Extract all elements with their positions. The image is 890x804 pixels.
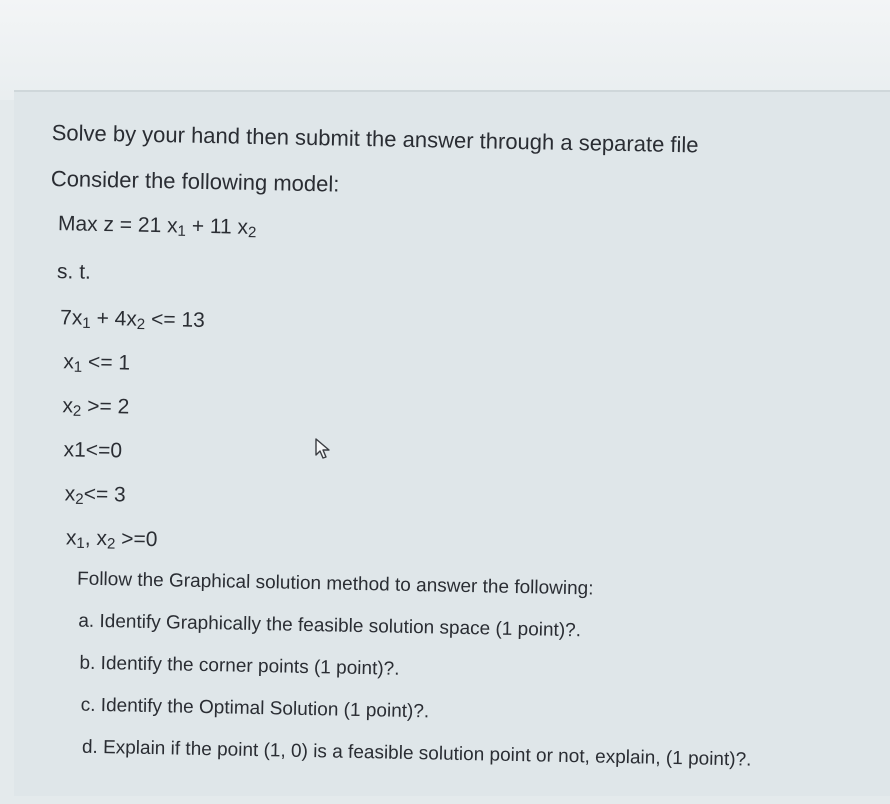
constraint-5: $x_2<= 3$	[64, 482, 126, 508]
mouse-pointer-icon	[314, 438, 332, 460]
subject-to-label: s. t.	[56, 260, 92, 284]
intro-text: Consider the following model:	[50, 165, 340, 197]
constraint-6: $x_1$, $x_2 >=0$	[65, 526, 158, 553]
instruction-text: Solve by your hand then submit the answer through a separate file	[51, 119, 699, 158]
task-b: b. Identify the corner points (1 point)?.	[79, 652, 400, 680]
constraint-3: $x_2 >= 2$	[62, 394, 130, 420]
constraint-1: $7x_1 + 4x_2 <= 13$	[59, 306, 206, 334]
task-d: d. Explain if the point (1, 0) is a feasible solution point or not, explain, (1 point)?.	[81, 736, 752, 771]
task-c: c. Identify the Optimal Solution (1 point)?.	[80, 694, 430, 723]
background-top	[0, 0, 890, 100]
question-content	[39, 118, 872, 804]
constraint-2: $x_1 <= 1$	[63, 350, 131, 376]
objective-function: Max z = 21 $x_1 + 11$ $x_2$	[57, 212, 257, 242]
followup-text: Follow the Graphical solution method to answer the following:	[76, 568, 594, 600]
constraint-4: x1<=0	[63, 438, 123, 463]
task-a: a. Identify Graphically the feasible solution space (1 point)?.	[78, 610, 582, 642]
